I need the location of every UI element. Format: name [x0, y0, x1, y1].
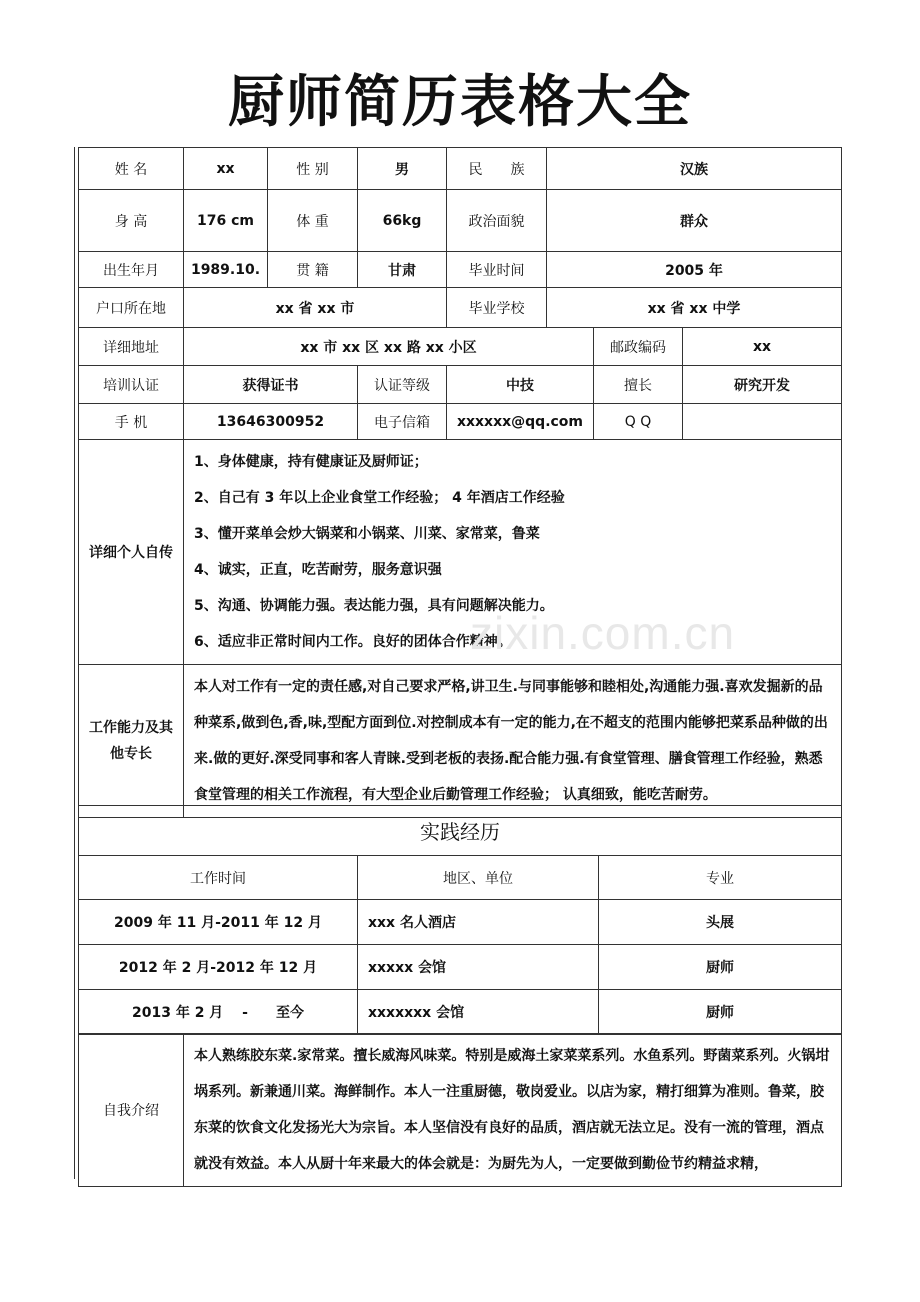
intro-table [78, 1033, 842, 1187]
cert-label: 培训认证 [79, 366, 184, 404]
height-value: 176 cm [184, 190, 268, 252]
row-birth [79, 252, 842, 288]
level-label: 认证等级 [358, 366, 447, 404]
hukou-label: 户口所在地 [79, 288, 184, 328]
qq-label: Q Q [594, 404, 683, 440]
birth-value: 1989.10. [184, 252, 268, 288]
list-item: 5、沟通、协调能力强。表达能力强，具有问题解决能力。 [194, 598, 554, 614]
work-time: 2012 年 2 月-2012 年 12 月 [79, 945, 358, 990]
row-phone [79, 404, 842, 440]
watermark: zixin.com.cn [470, 607, 736, 659]
cert-value: 获得证书 [184, 366, 358, 404]
practice-header-row [79, 856, 842, 900]
ethnicity-label: 民 族 [447, 148, 547, 190]
name-value: xx [184, 148, 268, 190]
name-label: 姓 名 [79, 148, 184, 190]
work-major: 厨师 [599, 945, 842, 990]
address-value: xx 市 xx 区 xx 路 xx 小区 [184, 328, 594, 366]
school-label: 毕业学校 [447, 288, 547, 328]
skill-label: 擅长 [594, 366, 683, 404]
list-item: 1、身体健康，持有健康证及厨师证； [194, 454, 428, 470]
gender-label: 性 别 [268, 148, 358, 190]
row-ability [79, 665, 842, 818]
email-label: 电子信箱 [358, 404, 447, 440]
ethnicity-value: 汉族 [547, 148, 842, 190]
qq-value [683, 404, 842, 440]
row-intro [79, 1034, 842, 1187]
table-row [79, 900, 842, 945]
weight-label: 体 重 [268, 190, 358, 252]
self-desc-list [184, 440, 842, 665]
origin-label: 贯 籍 [268, 252, 358, 288]
skill-value: 研究开发 [683, 366, 842, 404]
intro-label: 自我介绍 [79, 1034, 184, 1187]
email-value: xxxxxx@qq.com [447, 404, 594, 440]
zip-label: 邮政编码 [594, 328, 683, 366]
practice-heading: 实践经历 [79, 806, 842, 856]
row-hukou [79, 288, 842, 328]
list-item: 3、懂开菜单会炒大锅菜和小锅菜、川菜、家常菜，鲁菜 [194, 526, 540, 542]
table-row [79, 945, 842, 990]
column-header-major: 专业 [599, 856, 842, 900]
row-name [79, 148, 842, 190]
page-title: 厨师简历表格大全 [228, 70, 692, 135]
work-place: xxxxx 会馆 [358, 945, 599, 990]
school-value: xx 省 xx 中学 [547, 288, 842, 328]
work-place: xxxxxxx 会馆 [358, 990, 599, 1035]
grad-time-value: 2005 年 [547, 252, 842, 288]
height-label: 身 高 [79, 190, 184, 252]
intro-text: 本人熟练胶东菜.家常菜。擅长威海风味菜。特别是威海土家菜菜系列。水鱼系列。野菌菜系列。火锅坩埚系列。新兼通川菜。海鲜制作。本人一注重厨德，敬岗爱业。以店为家，精打细算为准则。鲁菜，胶东菜的饮食文化发扬光大为宗旨。本人坚信没有良好的品质，酒店就无法立足。没有一流的管理，酒点就没有效益。本人从厨十年来最大的体会就是：为厨先为人，一定要做到勤俭节约精益求精， [184, 1034, 842, 1187]
work-major: 头展 [599, 900, 842, 945]
gender-value: 男 [358, 148, 447, 190]
practice-table [78, 805, 842, 1035]
resume-table [78, 147, 842, 818]
phone-label: 手 机 [79, 404, 184, 440]
ability-label: 工作能力及其他专长 [79, 665, 184, 818]
politics-value: 群众 [547, 190, 842, 252]
row-address [79, 328, 842, 366]
row-height [79, 190, 842, 252]
list-item: 6、适应非正常时间内工作。良好的团体合作精神。 [194, 634, 512, 650]
practice-heading-row [79, 806, 842, 856]
column-header-place: 地区、单位 [358, 856, 599, 900]
level-value: 中技 [447, 366, 594, 404]
address-label: 详细地址 [79, 328, 184, 366]
weight-value: 66kg [358, 190, 447, 252]
work-time: 2009 年 11 月-2011 年 12 月 [79, 900, 358, 945]
row-self-desc [79, 440, 842, 665]
hukou-value: xx 省 xx 市 [184, 288, 447, 328]
ability-text: 本人对工作有一定的责任感,对自己要求严格,讲卫生.与同事能够和睦相处,沟通能力强.喜欢发掘新的品种菜系,做到色,香,味,型配方面到位.对控制成本有一定的能力,在不超支的范围内能够把菜系品种做的出来.做的更好.深受同事和客人青睐.受到老板的表扬.配合能力强.有食堂管理、膳食管理工作经验，熟悉食堂管理的相关工作流程，有大型企业后勤管理工作经验； 认真细致，能吃苦耐劳。 [184, 665, 842, 818]
list-item: 2、自己有 3 年以上企业食堂工作经验； 4 年酒店工作经验 [194, 490, 565, 506]
grad-time-label: 毕业时间 [447, 252, 547, 288]
column-header-time: 工作时间 [79, 856, 358, 900]
work-time: 2013 年 2 月 - 至今 [79, 990, 358, 1035]
table-row [79, 990, 842, 1035]
origin-value: 甘肃 [358, 252, 447, 288]
work-major: 厨师 [599, 990, 842, 1035]
work-place: xxx 名人酒店 [358, 900, 599, 945]
zip-value: xx [683, 328, 842, 366]
politics-label: 政治面貌 [447, 190, 547, 252]
list-item: 4、诚实，正直，吃苦耐劳，服务意识强 [194, 562, 442, 578]
self-desc-label: 详细个人自传 [79, 440, 184, 665]
row-cert [79, 366, 842, 404]
phone-value: 13646300952 [184, 404, 358, 440]
birth-label: 出生年月 [79, 252, 184, 288]
